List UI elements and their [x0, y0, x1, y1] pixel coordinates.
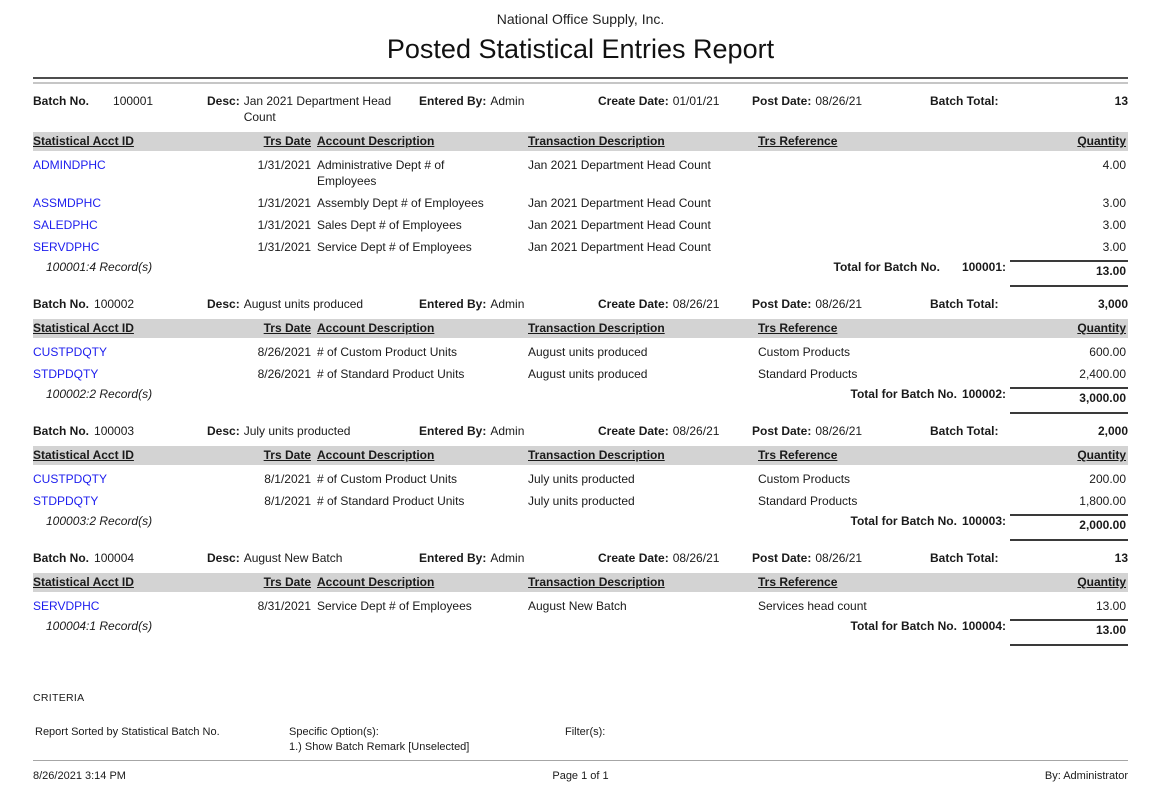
table-row [33, 151, 1128, 189]
col-quantity: Quantity [1077, 134, 1126, 148]
criteria-sorted-by: Report Sorted by Statistical Batch No. [35, 726, 220, 738]
desc-label: Desc: [207, 424, 240, 438]
desc-label: Desc: [207, 94, 240, 108]
batch-total-row [33, 260, 1128, 287]
batch-header [33, 93, 1128, 125]
post-date [752, 296, 930, 312]
account-desc-cell: # of Custom Product Units [317, 345, 458, 359]
table-row [33, 487, 1128, 509]
create-date-value: 08/26/21 [672, 551, 720, 565]
col-transaction-description: Transaction Description [528, 448, 665, 462]
account-desc-cell: # of Standard Product Units [317, 367, 465, 381]
total-amount: 13.00 [1010, 619, 1128, 646]
title-divider [33, 77, 1128, 84]
column-header-row [33, 573, 1128, 592]
column-header-row [33, 132, 1128, 151]
entered-by-value: Admin [490, 424, 525, 438]
create-date-value: 08/26/21 [672, 297, 720, 311]
batch-no-label: Batch No. [33, 551, 90, 565]
quantity-cell: 3.00 [1102, 218, 1126, 232]
specific-options-label: Specific Option(s): [289, 726, 379, 738]
col-transaction-description: Transaction Description [528, 321, 665, 335]
batch-header [33, 296, 1128, 312]
column-header-row [33, 446, 1128, 465]
page-footer [33, 760, 1128, 782]
create-date-label: Create Date: [598, 297, 669, 311]
trs-date-cell: 1/31/2021 [257, 218, 311, 232]
col-trs-date: Trs Date [263, 575, 311, 589]
trs-date-cell: 8/26/2021 [257, 367, 311, 381]
batch-total-value: 13 [1114, 551, 1128, 565]
quantity-cell: 2,400.00 [1079, 367, 1126, 381]
entered-by-value: Admin [490, 94, 525, 108]
create-date [598, 296, 752, 312]
quantity-cell: 600.00 [1089, 345, 1126, 359]
post-date-value: 08/26/21 [815, 94, 863, 108]
column-header-row [33, 319, 1128, 338]
create-date [598, 550, 752, 566]
entered-by [419, 93, 598, 109]
batch-no-value: 100004 [94, 551, 135, 565]
report-content [33, 0, 1128, 755]
account-desc-cell: Administrative Dept # of Employees [317, 158, 445, 188]
trs-ref-cell [752, 239, 1010, 255]
post-date-label: Post Date: [752, 551, 812, 565]
create-date-label: Create Date: [598, 94, 669, 108]
create-date-label: Create Date: [598, 551, 669, 565]
create-date-value: 01/01/21 [672, 94, 720, 108]
total-amount: 3,000.00 [1010, 387, 1128, 414]
batch-header [33, 423, 1128, 439]
trs-ref-cell [752, 195, 1010, 211]
batch-total-row [33, 514, 1128, 541]
col-trs-date: Trs Date [263, 321, 311, 335]
entered-by [419, 550, 598, 566]
batch-no-value: 100001 [113, 94, 154, 108]
batch-desc [207, 93, 419, 125]
col-account-description: Account Description [317, 134, 435, 148]
account-desc-cell: # of Custom Product Units [317, 472, 458, 486]
batch-no-label: Batch No. [33, 424, 90, 438]
footer-datetime: 8/26/2021 3:14 PM [33, 770, 126, 782]
total-batch-number: 100004: [961, 619, 1006, 633]
batch-section-100002 [33, 296, 1128, 414]
batch-no [33, 93, 207, 109]
table-row [33, 360, 1128, 382]
post-date-label: Post Date: [752, 94, 812, 108]
batch-total-value: 3,000 [1097, 297, 1128, 311]
col-trs-reference: Trs Reference [758, 321, 838, 335]
trans-desc-cell: July units producted [528, 494, 635, 508]
records-count: 100004:1 Record(s) [46, 619, 153, 633]
batch-total-label: Batch Total: [930, 551, 999, 565]
footer-by: By: Administrator [1044, 770, 1128, 782]
col-quantity: Quantity [1077, 448, 1126, 462]
records-count: 100003:2 Record(s) [46, 514, 153, 528]
entered-by-label: Entered By: [419, 551, 487, 565]
table-row [33, 465, 1128, 487]
trs-ref-cell [752, 217, 1010, 233]
col-account-description: Account Description [317, 575, 435, 589]
batch-no-value: 100003 [94, 424, 135, 438]
trs-ref-cell: Services head count [758, 599, 867, 613]
col-quantity: Quantity [1077, 321, 1126, 335]
quantity-cell: 13.00 [1095, 599, 1126, 613]
batch-section-100004 [33, 550, 1128, 646]
quantity-cell: 1,800.00 [1079, 494, 1126, 508]
batch-header [33, 550, 1128, 566]
create-date [598, 93, 752, 109]
footer-page-number: Page 1 of 1 [552, 770, 609, 782]
batch-total [930, 93, 1128, 109]
acct-id-link[interactable]: ADMINDPHC [33, 158, 106, 172]
batch-section-100001 [33, 93, 1128, 287]
post-date-label: Post Date: [752, 297, 812, 311]
col-statistical-acct-id: Statistical Acct ID [33, 575, 134, 589]
batch-no [33, 296, 207, 312]
batch-no-label: Batch No. [33, 297, 90, 311]
total-for-batch-label: Total for Batch No. [850, 387, 957, 401]
batch-total-row [33, 387, 1128, 414]
acct-id-link[interactable]: CUSTPDQTY [33, 345, 108, 359]
trs-ref-cell: Custom Products [758, 345, 851, 359]
account-desc-cell: Sales Dept # of Employees [317, 218, 462, 232]
col-trs-reference: Trs Reference [758, 134, 838, 148]
post-date-value: 08/26/21 [815, 424, 863, 438]
criteria-heading: CRITERIA [33, 692, 85, 704]
total-batch-number: 100003: [961, 514, 1006, 528]
col-trs-reference: Trs Reference [758, 448, 838, 462]
trs-date-cell: 8/31/2021 [257, 599, 311, 613]
batch-total-row [33, 619, 1128, 646]
total-amount: 2,000.00 [1010, 514, 1128, 541]
filters-label: Filter(s): [565, 726, 606, 738]
table-row [33, 189, 1128, 211]
batch-no-label: Batch No. [33, 94, 90, 108]
entered-by-label: Entered By: [419, 297, 487, 311]
trans-desc-cell: Jan 2021 Department Head Count [528, 218, 711, 232]
create-date [598, 423, 752, 439]
account-desc-cell: # of Standard Product Units [317, 494, 465, 508]
col-account-description: Account Description [317, 448, 435, 462]
criteria-specific-options [289, 725, 565, 755]
acct-id-link[interactable]: SERVDPHC [33, 599, 100, 613]
col-quantity: Quantity [1077, 575, 1126, 589]
batch-desc [207, 550, 419, 566]
specific-option-1: 1.) Show Batch Remark [Unselected] [289, 741, 470, 753]
col-statistical-acct-id: Statistical Acct ID [33, 321, 134, 335]
trs-date-cell: 8/1/2021 [264, 494, 311, 508]
total-amount: 13.00 [1010, 260, 1128, 287]
create-date-value: 08/26/21 [672, 424, 720, 438]
batch-total [930, 423, 1128, 439]
post-date-label: Post Date: [752, 424, 812, 438]
trs-date-cell: 1/31/2021 [257, 240, 311, 254]
total-batch-number: 100002: [961, 387, 1006, 401]
trans-desc-cell: Jan 2021 Department Head Count [528, 240, 711, 254]
table-row [33, 338, 1128, 360]
col-trs-date: Trs Date [263, 134, 311, 148]
batch-total-label: Batch Total: [930, 94, 999, 108]
desc-label: Desc: [207, 297, 240, 311]
trs-ref-cell [752, 157, 1010, 189]
trs-ref-cell: Standard Products [758, 367, 858, 381]
total-for-batch-label: Total for Batch No. [833, 260, 940, 274]
quantity-cell: 3.00 [1102, 196, 1126, 210]
acct-id-link[interactable]: CUSTPDQTY [33, 472, 108, 486]
batch-no [33, 550, 207, 566]
batch-section-100003 [33, 423, 1128, 541]
col-statistical-acct-id: Statistical Acct ID [33, 448, 134, 462]
post-date [752, 550, 930, 566]
quantity-cell: 4.00 [1102, 158, 1126, 172]
records-count: 100001:4 Record(s) [46, 260, 153, 274]
post-date-value: 08/26/21 [815, 297, 863, 311]
col-trs-reference: Trs Reference [758, 575, 838, 589]
quantity-cell: 200.00 [1089, 472, 1126, 486]
company-name: National Office Supply, Inc. [496, 11, 665, 27]
batch-total [930, 296, 1128, 312]
batch-no-value: 100002 [94, 297, 135, 311]
trs-date-cell: 1/31/2021 [257, 196, 311, 210]
entered-by [419, 423, 598, 439]
trans-desc-cell: August units produced [528, 345, 648, 359]
col-trs-date: Trs Date [263, 448, 311, 462]
page-title: Posted Statistical Entries Report [386, 34, 775, 64]
quantity-cell: 3.00 [1102, 240, 1126, 254]
desc-value: Jan 2021 Department Head Count [243, 94, 392, 124]
records-count: 100002:2 Record(s) [46, 387, 153, 401]
entered-by-value: Admin [490, 551, 525, 565]
batch-desc [207, 296, 419, 312]
batch-no [33, 423, 207, 439]
batch-total-label: Batch Total: [930, 297, 999, 311]
trans-desc-cell: August New Batch [528, 599, 627, 613]
trs-ref-cell: Standard Products [758, 494, 858, 508]
total-for-batch-label: Total for Batch No. [850, 619, 957, 633]
criteria-row [33, 725, 1128, 755]
col-transaction-description: Transaction Description [528, 575, 665, 589]
criteria-section [33, 692, 1128, 755]
desc-label: Desc: [207, 551, 240, 565]
batch-desc [207, 423, 419, 439]
trs-ref-cell: Custom Products [758, 472, 851, 486]
trans-desc-cell: Jan 2021 Department Head Count [528, 158, 711, 172]
desc-value: August units produced [243, 297, 364, 311]
trans-desc-cell: August units produced [528, 367, 648, 381]
post-date [752, 93, 930, 109]
acct-id-link[interactable]: ASSMDPHC [33, 196, 102, 210]
entered-by-value: Admin [490, 297, 525, 311]
total-batch-number: 100001: [961, 260, 1006, 274]
batch-total-value: 13 [1114, 94, 1128, 108]
trans-desc-cell: July units producted [528, 472, 635, 486]
total-for-batch-label: Total for Batch No. [850, 514, 957, 528]
create-date-label: Create Date: [598, 424, 669, 438]
entered-by-label: Entered By: [419, 424, 487, 438]
post-date-value: 08/26/21 [815, 551, 863, 565]
account-desc-cell: Service Dept # of Employees [317, 599, 472, 613]
batch-total-value: 2,000 [1097, 424, 1128, 438]
acct-id-link[interactable]: SALEDPHC [33, 218, 98, 232]
col-account-description: Account Description [317, 321, 435, 335]
batch-total-label: Batch Total: [930, 424, 999, 438]
trans-desc-cell: Jan 2021 Department Head Count [528, 196, 711, 210]
table-row [33, 233, 1128, 255]
col-transaction-description: Transaction Description [528, 134, 665, 148]
trs-date-cell: 8/1/2021 [264, 472, 311, 486]
acct-id-link[interactable]: STDPDQTY [33, 494, 99, 508]
col-statistical-acct-id: Statistical Acct ID [33, 134, 134, 148]
desc-value: August New Batch [243, 551, 343, 565]
account-desc-cell: Assembly Dept # of Employees [317, 196, 484, 210]
batch-total [930, 550, 1128, 566]
acct-id-link[interactable]: STDPDQTY [33, 367, 99, 381]
account-desc-cell: Service Dept # of Employees [317, 240, 472, 254]
entered-by-label: Entered By: [419, 94, 487, 108]
trs-date-cell: 1/31/2021 [257, 158, 311, 172]
table-row [33, 592, 1128, 614]
desc-value: July units producted [243, 424, 351, 438]
trs-date-cell: 8/26/2021 [257, 345, 311, 359]
post-date [752, 423, 930, 439]
entered-by [419, 296, 598, 312]
table-row [33, 211, 1128, 233]
acct-id-link[interactable]: SERVDPHC [33, 240, 100, 254]
